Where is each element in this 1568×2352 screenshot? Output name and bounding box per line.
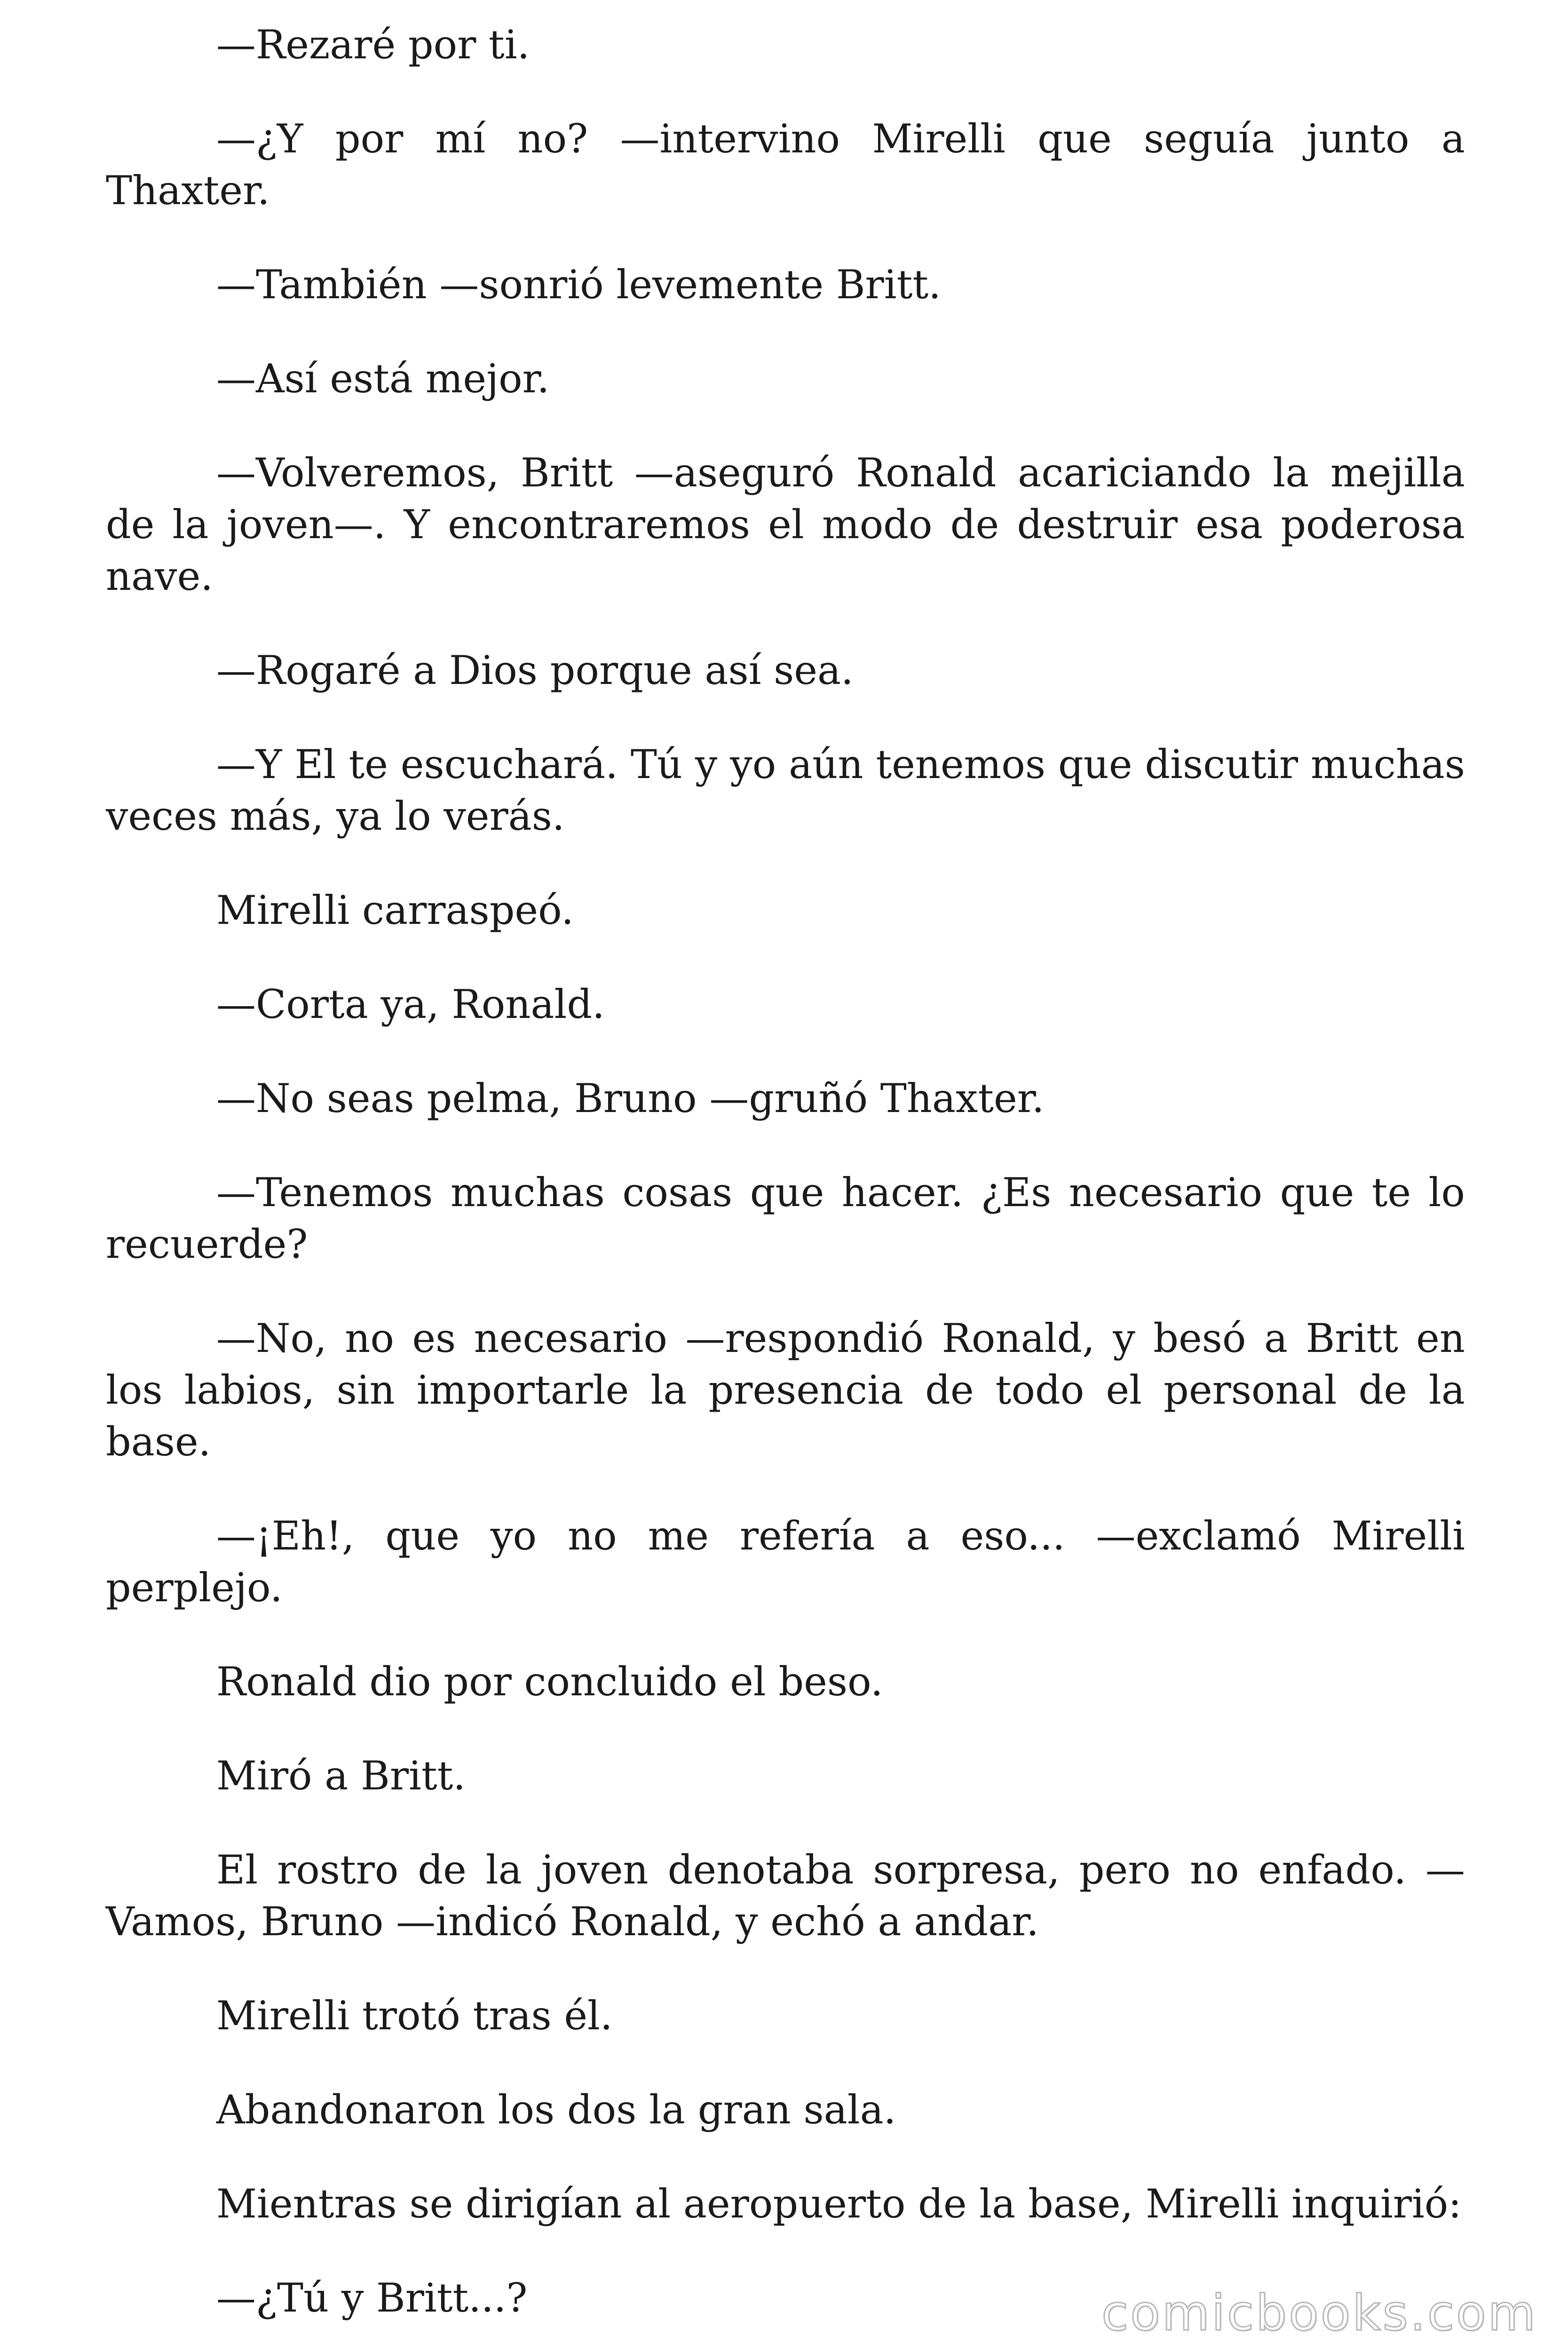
paragraph: —Rezaré por ti. bbox=[216, 22, 530, 68]
paragraph: Abandonaron los dos la gran sala. bbox=[216, 2087, 896, 2133]
paragraph: —Y El te escuchará. Tú y yo aún tenemos que discutir muchas veces más, ya lo verás. bbox=[106, 741, 1465, 839]
paragraph: —No, no es necesario —respondió Ronald, y besó a Britt en los labios, sin importarle la presencia de todo el personal de la base. bbox=[106, 1315, 1465, 1465]
paragraph: Mientras se dirigían al aeropuerto de la base, Mirelli inquirió: bbox=[216, 2181, 1462, 2227]
watermark-logo: comicbooks.com bbox=[1101, 2284, 1537, 2342]
paragraph: —Corta ya, Ronald. bbox=[216, 981, 605, 1027]
paragraph: El rostro de la joven denotaba sorpresa, pero no enfado. —Vamos, Bruno —indicó Ronald, y echó a andar. bbox=[106, 1847, 1465, 1945]
paragraph: —Así está mejor. bbox=[216, 356, 550, 402]
book-page bbox=[106, 0, 1465, 2352]
paragraph: —¿Tú y Britt...? bbox=[216, 2275, 528, 2321]
paragraph: —¡Eh!, que yo no me refería a eso... —exclamó Mirelli perplejo. bbox=[106, 1513, 1465, 1611]
paragraph: —También —sonrió levemente Britt. bbox=[216, 262, 941, 308]
paragraph: —Volveremos, Britt —aseguró Ronald acariciando la mejilla de la joven—. Y encontraremos el modo de destruir esa poderosa nave. bbox=[106, 450, 1465, 599]
paragraph: Miró a Britt. bbox=[216, 1753, 466, 1799]
paragraph: Mirelli trotó tras él. bbox=[216, 1993, 613, 2039]
paragraph: Ronald dio por concluido el beso. bbox=[216, 1659, 883, 1705]
paragraph: —Rogaré a Dios porque así sea. bbox=[216, 647, 854, 693]
paragraph: —¿Y por mí no? —intervino Mirelli que seguía junto a Thaxter. bbox=[106, 116, 1465, 214]
paragraph: —Tenemos muchas cosas que hacer. ¿Es necesario que te lo recuerde? bbox=[106, 1169, 1465, 1267]
paragraph: —No seas pelma, Bruno —gruñó Thaxter. bbox=[216, 1075, 1045, 1121]
paragraph: Mirelli carraspeó. bbox=[216, 887, 574, 933]
